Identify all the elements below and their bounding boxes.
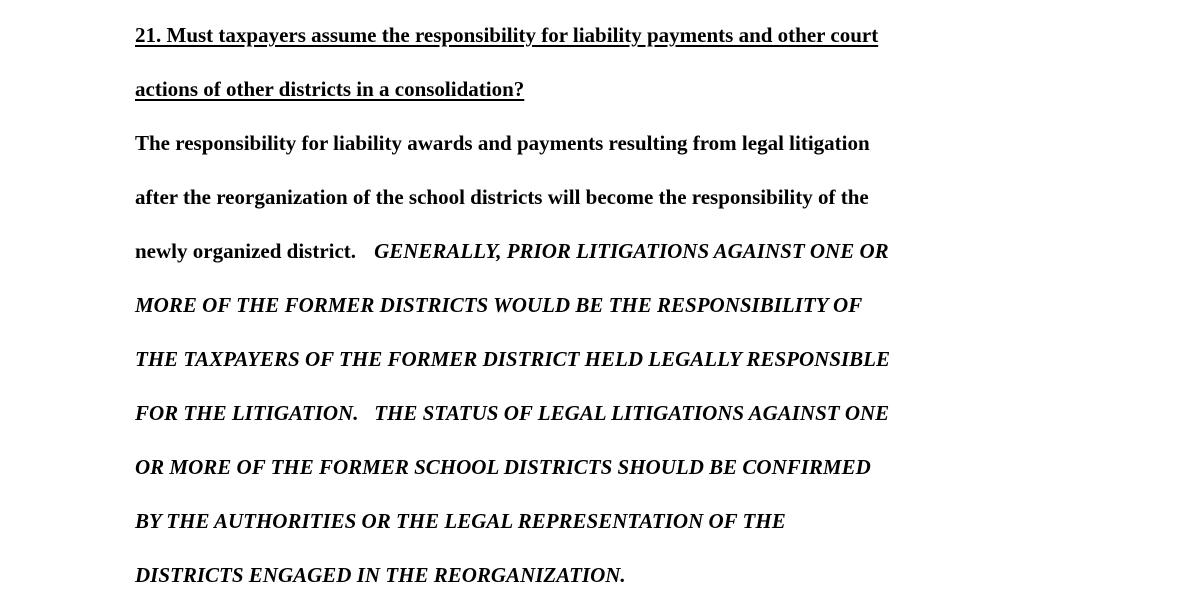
answer-line-2: after the reorganization of the school districts will become the responsibility of the xyxy=(135,185,869,209)
answer-line-6: FOR THE LITIGATION. THE STATUS OF LEGAL LITIGATIONS AGAINST ONE xyxy=(135,401,890,425)
question-line-1: 21. Must taxpayers assume the responsibility for liability payments and other court xyxy=(135,23,879,47)
answer-line-8: BY THE AUTHORITIES OR THE LEGAL REPRESENTATION OF THE xyxy=(135,509,786,533)
question-line-2: actions of other districts in a consolidation? xyxy=(135,77,525,101)
answer-line-4: MORE OF THE FORMER DISTRICTS WOULD BE THE RESPONSIBILITY OF xyxy=(135,293,863,317)
answer-line-3-italic: GENERALLY, PRIOR LITIGATIONS AGAINST ONE OR xyxy=(374,239,889,263)
answer-line-7: OR MORE OF THE FORMER SCHOOL DISTRICTS SHOULD BE CONFIRMED xyxy=(135,455,871,479)
answer-line-1: The responsibility for liability awards and payments resulting from legal litigation xyxy=(135,131,870,155)
answer-line-9: DISTRICTS ENGAGED IN THE REORGANIZATION. xyxy=(135,563,626,587)
answer-line-3 xyxy=(135,238,889,264)
answer-line-3-plain: newly organized district. xyxy=(135,239,357,263)
answer-line-5: THE TAXPAYERS OF THE FORMER DISTRICT HELD LEGALLY RESPONSIBLE xyxy=(135,347,890,371)
